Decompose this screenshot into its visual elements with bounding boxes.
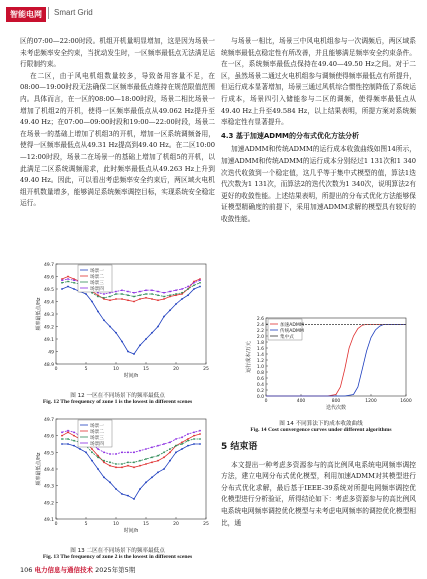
data-point — [61, 288, 63, 290]
data-point — [133, 296, 135, 298]
data-point — [67, 430, 69, 432]
data-point — [157, 455, 159, 457]
left-paragraph-2: 在二区，由于风电机组数量较多，导致备用容量不足，在08:00—19:00时段无法确保二区频率最低点维持在规范限值范围内。具体而言，在一区的08:00—18:00时段，场景二相比场景一增加了机组2的开机，使得一区频率最低点从49.062 Hz提升至49.40 Hz；在07:00—09:00时段和19:00—22:00时段，场景二在场景一的基础上增加了机组3的开机，增加一区系统调频备用，使得一区频率最低点从49.31 Hz提高到49.40 Hz。在二区10:00—12:00时段，场景二在场景一的基础上增加了机组5的开机，以此满足二区系统调频需求，此时频率最低点从49.263 Hz上升到49.40 Hz。因此，可以看出考虑频率安全约束后，两区域火电机组开机数量增多，能够满足系统频率调控目标，实现系统安全稳定运行。 — [20, 71, 215, 208]
data-point — [115, 332, 117, 334]
data-point — [115, 466, 117, 468]
data-point — [109, 465, 111, 467]
data-point — [151, 446, 153, 448]
data-point — [121, 293, 123, 295]
data-point — [91, 301, 93, 303]
legend-label: 加速ADMM — [280, 322, 304, 328]
figure-13-caption-cn: 图 13 二区在不同场景下的频率最低点 — [70, 548, 165, 554]
data-point — [97, 311, 99, 313]
y-tick-label: 49.2 — [43, 501, 54, 507]
data-point — [73, 431, 75, 433]
data-point — [121, 463, 123, 465]
data-point — [121, 451, 123, 453]
data-point — [61, 282, 63, 284]
figure-14 — [226, 314, 416, 438]
data-point — [97, 448, 99, 450]
data-point — [103, 460, 105, 462]
y-tick-label: 0.6 — [256, 377, 264, 382]
data-point — [139, 291, 141, 293]
y-tick-label: 49.4 — [43, 300, 54, 306]
y-axis-label: 频率最低点/Hz — [36, 452, 42, 486]
data-point — [109, 326, 111, 328]
page-header — [0, 0, 427, 26]
data-point — [157, 294, 159, 296]
data-point — [163, 443, 165, 445]
data-point — [157, 291, 159, 293]
x-tick-label: 5 — [84, 522, 88, 527]
data-point — [157, 326, 159, 328]
y-tick-label: 2.6 — [256, 317, 264, 322]
data-point — [145, 481, 147, 483]
data-point — [133, 292, 135, 294]
header-separator — [48, 7, 49, 19]
data-point — [103, 451, 105, 453]
data-point — [127, 495, 129, 497]
data-point — [151, 298, 153, 300]
data-point — [187, 440, 189, 442]
data-point — [193, 282, 195, 284]
right-paragraph-conclusion: 本文提出一种考虑多资源参与的高比例风电系统电网频率调控方法，建立电网分布式优化模型，利用加速ADMM对其模型进行分布式优化求解，最后基于IEEE-39系统对所提电网频率调控优化模型进行分析验证，所得结论如下：考虑多资源参与的高比例风电系统电网频率调控优化模型与未考虑电网频率的调控优化模型相比，通 — [221, 460, 416, 527]
x-tick-label: 0 — [54, 367, 58, 372]
data-point — [187, 433, 189, 435]
data-point — [115, 291, 117, 293]
y-tick-label: 0.2 — [256, 389, 264, 394]
y-tick-label: 0.4 — [256, 383, 264, 388]
data-point — [61, 279, 63, 281]
data-point — [175, 445, 177, 447]
data-point — [121, 298, 123, 300]
issue-label: 2025年第5期 — [95, 566, 136, 574]
data-point — [73, 279, 75, 281]
data-point — [145, 293, 147, 295]
y-tick-label: 1.6 — [256, 347, 264, 352]
data-point — [61, 431, 63, 433]
data-point — [109, 296, 111, 298]
data-point — [199, 282, 201, 284]
data-point — [169, 309, 171, 311]
y-tick-label: 48.9 — [43, 363, 54, 368]
y-tick-label: 49.4 — [43, 468, 54, 473]
data-point — [163, 451, 165, 453]
x-tick-label: 400 — [296, 399, 306, 404]
data-point — [115, 453, 117, 455]
x-tick-label: 0 — [54, 522, 58, 527]
data-point — [151, 476, 153, 478]
x-axis-label: 迭代次数 — [325, 405, 347, 411]
data-point — [109, 453, 111, 455]
data-point — [67, 438, 69, 440]
x-tick-label: 10 — [113, 367, 119, 372]
y-tick-label: 49.1 — [43, 338, 54, 343]
data-point — [103, 461, 105, 463]
y-tick-label: 49.7 — [43, 418, 54, 423]
data-point — [121, 466, 123, 468]
x-axis-label: 时间/h — [123, 528, 139, 534]
right-paragraph-2: 加速ADMM和传统ADMM的运行成本收敛曲线如图14所示，加速ADMM和传统ADMM的运行成本分别经过1 131次和1 340次迭代收敛到一个稳定值，这几乎等于集中式模型的值，算法1迭代次数为1 131次，而算法2的迭代次数为1 340次，说明算法2有更好的收敛性能。上述结果表明，所提出的分布式优化方法能够保证模型精确度的前提下，采用加速ADMM求解的模型具有较好的收敛性能。 — [221, 145, 416, 223]
data-point — [145, 289, 147, 291]
y-tick-label: 49.3 — [43, 484, 54, 490]
figure-14-caption-en: Fig. 14 Cost convergence curves under different algorithms — [250, 427, 392, 433]
data-point — [157, 299, 159, 301]
data-point — [163, 456, 165, 458]
data-point — [169, 291, 171, 293]
data-point — [97, 468, 99, 470]
data-point — [67, 443, 69, 445]
data-point — [139, 298, 141, 300]
data-point — [163, 468, 165, 470]
data-point — [157, 445, 159, 447]
data-point — [133, 451, 135, 453]
data-point — [199, 433, 201, 435]
data-point — [61, 438, 63, 440]
data-point — [145, 338, 147, 340]
data-point — [109, 461, 111, 463]
journal-name: 电力信息与通信技术 — [34, 566, 93, 574]
data-point — [139, 488, 141, 490]
y-tick-label: 0.0 — [256, 395, 264, 400]
page-footer — [20, 565, 135, 574]
data-point — [175, 289, 177, 291]
figure-14-caption-cn: 图 14 不同算法下的成本收敛曲线 — [279, 421, 363, 427]
data-point — [67, 431, 69, 433]
legend-label: 场景三 — [90, 280, 104, 286]
page-number: 106 — [20, 566, 33, 574]
data-point — [175, 303, 177, 305]
y-tick-label: 49 — [48, 350, 54, 356]
data-point — [151, 289, 153, 291]
right-column-top — [221, 36, 416, 226]
data-point — [133, 466, 135, 468]
legend-label: 场景二 — [90, 429, 104, 435]
data-point — [139, 294, 141, 296]
section-heading-5: 5 结束语 — [221, 442, 258, 452]
data-point — [181, 298, 183, 300]
data-point — [91, 451, 93, 453]
data-point — [67, 281, 69, 283]
data-point — [121, 341, 123, 343]
data-point — [115, 298, 117, 300]
data-point — [199, 430, 201, 432]
data-point — [103, 319, 105, 321]
data-point — [193, 435, 195, 437]
y-tick-label: 49.1 — [43, 518, 54, 523]
x-tick-label: 1600 — [400, 399, 412, 404]
x-tick-label: 5 — [84, 367, 88, 372]
journal-brand-badge: 智能电网 — [6, 7, 46, 22]
data-point — [73, 440, 75, 442]
data-point — [73, 445, 75, 447]
data-point — [115, 293, 117, 295]
data-point — [199, 438, 201, 440]
data-point — [139, 460, 141, 462]
figure-12-caption-en: Fig. 12 The frequency of zone 1 is the lowest in different scenes — [42, 399, 193, 405]
data-point — [181, 288, 183, 290]
y-tick-label: 1.8 — [256, 341, 264, 346]
legend-label: 场景二 — [90, 274, 104, 280]
data-point — [61, 435, 63, 437]
data-point — [169, 451, 171, 453]
data-point — [97, 296, 99, 298]
data-point — [97, 456, 99, 458]
data-point — [163, 298, 165, 300]
y-tick-label: 2.4 — [256, 323, 264, 328]
data-point — [85, 293, 87, 295]
y-tick-label: 1.0 — [256, 365, 264, 370]
data-point — [163, 292, 165, 294]
data-point — [133, 353, 135, 355]
figure-14-chart — [226, 314, 416, 414]
data-point — [85, 451, 87, 453]
legend-label: 场景四 — [90, 286, 104, 292]
section-heading-4-3: 4.3 基于加速ADMM的分布式优化方法分析 — [221, 131, 359, 140]
data-point — [151, 461, 153, 463]
data-point — [181, 443, 183, 445]
journal-section-label: Smart Grid — [54, 8, 93, 17]
data-point — [73, 435, 75, 437]
data-point — [145, 463, 147, 465]
data-point — [145, 297, 147, 299]
data-point — [103, 297, 105, 299]
right-paragraph-1: 与场景一相比，场景三中风电机组参与一次调频后，两区域系统频率最低点稳定性有所改善，并且能够满足频率安全约束条件。在一区，系统频率最低点保持在49.40—49.50 Hz之间。对于二区，虽然场景二通过火电机组参与调频使得频率最低点有所提升，但运行成本显著增加，场景三通过风机综合惯性控制降低了系统运行成本，场景四引入储能参与二区的调频，使得频率最低点从49.40 Hz上升至49.584 Hz，以上结果表明，所提方案对系统频率稳定性有显著提升。 — [221, 37, 416, 127]
data-point — [175, 293, 177, 295]
data-point — [169, 294, 171, 296]
x-tick-label: 800 — [331, 399, 341, 404]
data-point — [199, 286, 201, 288]
data-point — [163, 296, 165, 298]
data-point — [199, 443, 201, 445]
data-point — [115, 488, 117, 490]
data-point — [181, 292, 183, 294]
figure-13-chart — [20, 413, 215, 541]
data-point — [163, 316, 165, 318]
y-tick-label: 1.4 — [256, 353, 264, 358]
data-point — [133, 498, 135, 500]
data-point — [121, 493, 123, 495]
x-axis-label: 时间/h — [123, 373, 139, 379]
data-point — [187, 438, 189, 440]
data-point — [151, 332, 153, 334]
data-point — [61, 443, 63, 445]
data-point — [127, 451, 129, 453]
data-point — [67, 278, 69, 280]
x-tick-label: 15 — [143, 522, 149, 527]
data-point — [103, 293, 105, 295]
y-axis-label: 频率最低点/Hz — [36, 297, 42, 331]
data-point — [133, 301, 135, 303]
data-point — [133, 461, 135, 463]
data-point — [181, 448, 183, 450]
data-point — [103, 476, 105, 478]
data-point — [169, 441, 171, 443]
legend-label: 集中式 — [280, 334, 294, 340]
x-tick-label: 20 — [173, 522, 179, 527]
data-point — [127, 465, 129, 467]
legend-label: 传统ADMM — [280, 328, 304, 334]
data-point — [127, 351, 129, 353]
data-point — [187, 294, 189, 296]
data-point — [157, 460, 159, 462]
data-point — [109, 299, 111, 301]
left-column — [20, 36, 215, 210]
x-tick-label: 10 — [113, 522, 119, 527]
right-column-bottom — [221, 436, 416, 529]
data-point — [127, 294, 129, 296]
y-tick-label: 49.5 — [43, 288, 54, 293]
data-point — [193, 438, 195, 440]
series-line-1 — [62, 287, 200, 355]
y-tick-label: 49.6 — [43, 275, 54, 281]
data-point — [193, 288, 195, 290]
data-point — [187, 445, 189, 447]
figure-12-caption-cn: 图 12 一区在不同场景下的频率最低点 — [70, 393, 165, 399]
data-point — [109, 481, 111, 483]
y-axis-label: 运行成本/万元 — [246, 341, 252, 373]
data-point — [115, 463, 117, 465]
data-point — [175, 451, 177, 453]
data-point — [67, 276, 69, 278]
data-point — [169, 448, 171, 450]
data-point — [187, 288, 189, 290]
figure-12 — [20, 258, 215, 408]
data-point — [73, 288, 75, 290]
data-point — [199, 279, 201, 281]
legend-label: 场景一 — [90, 268, 104, 274]
y-tick-label: 49.2 — [43, 325, 54, 331]
y-tick-label: 49.7 — [43, 263, 54, 268]
data-point — [169, 460, 171, 462]
data-point — [79, 448, 81, 450]
data-point — [145, 448, 147, 450]
y-tick-label: 1.2 — [256, 359, 264, 364]
data-point — [151, 293, 153, 295]
legend-label: 场景三 — [90, 435, 104, 441]
data-point — [145, 458, 147, 460]
x-tick-label: 1200 — [365, 399, 377, 404]
data-point — [181, 436, 183, 438]
data-point — [67, 286, 69, 288]
data-point — [151, 456, 153, 458]
data-point — [127, 461, 129, 463]
legend-label: 场景一 — [90, 423, 104, 429]
data-point — [91, 448, 93, 450]
data-point — [193, 443, 195, 445]
figure-13-caption-en: Fig. 13 The frequency of zone 2 is the lowest in different scenes — [42, 554, 193, 560]
data-point — [73, 282, 75, 284]
x-tick-label: 20 — [173, 367, 179, 372]
x-tick-label: 25 — [203, 367, 209, 372]
left-paragraph-1: 区的07:00—22:00时段。机组开机量明显增加，这是因为场景一未考虑频率安全约束，当扰动发生时，一区频率最低点无法满足运行限制约束。 — [20, 37, 215, 69]
data-point — [139, 344, 141, 346]
x-tick-label: 25 — [203, 522, 209, 527]
data-point — [139, 450, 141, 452]
data-point — [193, 284, 195, 286]
data-point — [121, 289, 123, 291]
y-tick-label: 49.3 — [43, 313, 54, 318]
y-tick-label: 0.8 — [256, 371, 264, 376]
legend-label: 场景四 — [90, 441, 104, 447]
y-tick-label: 49.5 — [43, 451, 54, 457]
data-point — [139, 465, 141, 467]
y-tick-label: 2.0 — [256, 335, 264, 340]
y-tick-label: 2.2 — [256, 329, 264, 334]
data-point — [193, 431, 195, 433]
data-point — [157, 471, 159, 473]
x-tick-label: 15 — [143, 367, 149, 372]
data-point — [91, 460, 93, 462]
data-point — [187, 286, 189, 288]
data-point — [175, 438, 177, 440]
data-point — [127, 299, 129, 301]
figure-13 — [20, 413, 215, 563]
figure-12-chart — [20, 258, 215, 386]
y-tick-label: 49.6 — [43, 434, 54, 440]
data-point — [127, 291, 129, 293]
x-tick-label: 0 — [264, 399, 268, 404]
data-point — [181, 441, 183, 443]
